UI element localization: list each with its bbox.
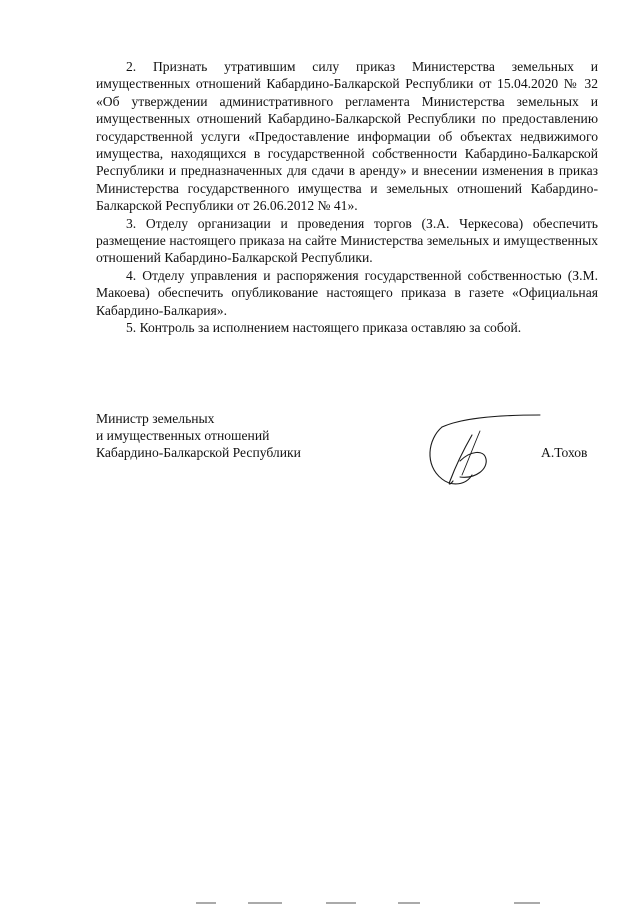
handwritten-signature [420, 405, 550, 495]
signatory-position-line-2: и имущественных отношений [96, 428, 270, 444]
paragraph-5: 5. Контроль за исполнением настоящего приказа оставляю за собой. [126, 320, 522, 336]
signer-name: А.Тохов [541, 445, 588, 460]
paragraph-3: 3. Отделу организации и проведения торгов (З.А. Черкесова) обеспечить размещение настоящего приказа на сайте Министерства земельных и имущественных отношений Кабардино-Балкарской Республики. [96, 215, 598, 266]
signatory-position-line-1: Министр земельных [96, 411, 215, 426]
paragraph-4: 4. Отделу управления и распоряжения государственной собственностью (З.М. Макоева) обеспечить опубликование настоящего приказа в газете «Официальная Кабардино-Балкария». [96, 267, 598, 318]
paragraph-2: 2. Признать утратившим силу приказ Министерства земельных и имущественных отношений Кабардино-Балкарской Республики от 15.04.2020 № 32 «Об утверждении административного регламента Министерства земельных и имущественных отношений Кабардино-Балкарской Республики по предоставлению государственной услуги «Предоставление информации об объектах недвижимого имущества, находящихся в государственной собственности Кабардино-Балкарской Республики и предназначенных для сдачи в аренду» и внесении изменения в приказ Министерства государственного имущества и земельных отношений Кабардино-Балкарской Республики от 26.06.2012 № 41». [96, 59, 598, 214]
document-body [96, 58, 598, 337]
signatory-position-line-3: Кабардино-Балкарской Республики [96, 445, 301, 461]
page-edge-marks [0, 898, 640, 909]
signatory-position [96, 410, 356, 462]
